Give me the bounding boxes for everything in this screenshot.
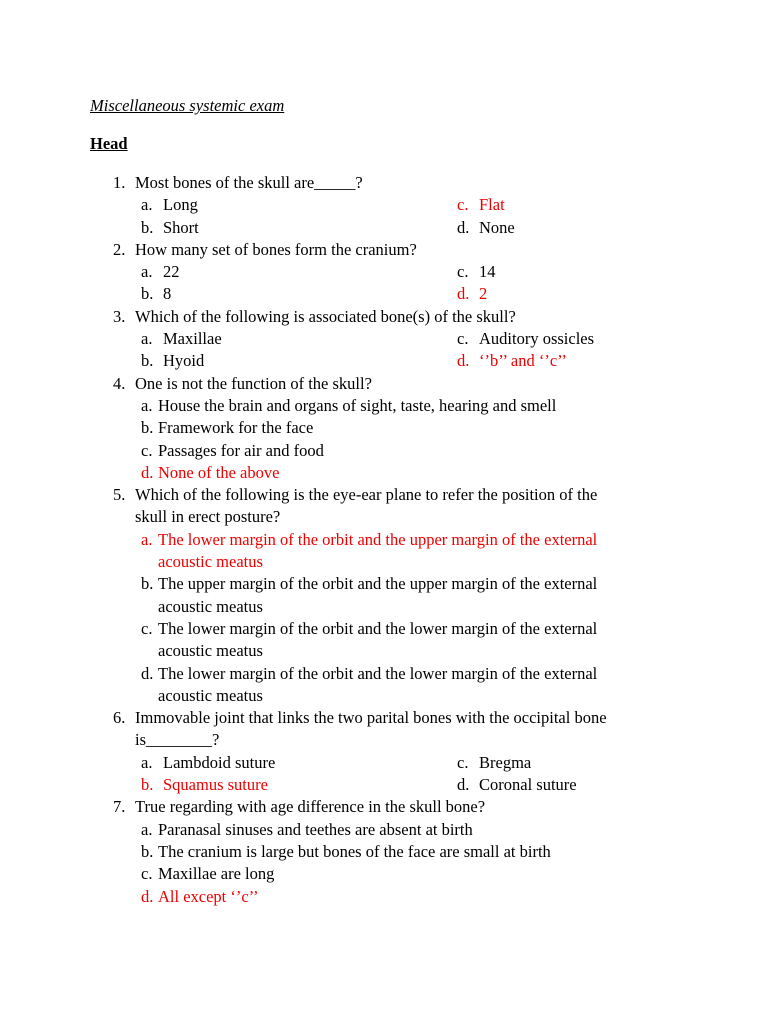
option-text: None (479, 217, 515, 237)
option-letter: d. (141, 886, 154, 906)
option-text: The lower margin of the orbit and the lower margin of the external (158, 663, 598, 683)
option-letter: d. (457, 775, 470, 795)
option-letter: c. (457, 195, 469, 215)
question-text: skull in erect posture? (135, 507, 281, 527)
question-item (0, 239, 768, 306)
answer-option (0, 618, 768, 663)
answer-option-correct (0, 529, 768, 574)
option-text: ‘’b’’ and ‘’c’’ (479, 351, 567, 371)
option-letter: b. (141, 284, 154, 304)
option-text: House the brain and organs of sight, taste, hearing and smell (158, 395, 557, 415)
option-grid (0, 194, 768, 239)
option-text: acoustic meatus (158, 685, 263, 705)
question-list (0, 172, 768, 908)
option-grid (0, 261, 768, 306)
option-letter: c. (457, 329, 469, 349)
option-text: Lambdoid suture (163, 752, 276, 772)
option-text: Paranasal sinuses and teethes are absent at birth (158, 819, 473, 839)
question-line (0, 373, 768, 395)
answer-option-correct (0, 886, 768, 908)
option-text: Coronal suture (479, 775, 577, 795)
option-line (0, 551, 768, 573)
question-line (0, 239, 768, 261)
option-text: 14 (479, 262, 496, 282)
question-number: 2. (113, 239, 126, 259)
question-number: 4. (113, 373, 126, 393)
option-letter: c. (141, 618, 153, 638)
option-letter: a. (141, 329, 153, 349)
answer-option (0, 663, 768, 708)
option-text: acoustic meatus (158, 596, 263, 616)
option-letter: a. (141, 819, 153, 839)
answer-option (0, 819, 768, 841)
option-letter: a. (141, 262, 153, 282)
option-grid (0, 328, 768, 373)
option-line (0, 819, 768, 841)
option-line (0, 462, 768, 484)
question-text: Most bones of the skull are_____? (135, 173, 363, 192)
option-letter: a. (141, 529, 153, 549)
option-text: 8 (163, 284, 172, 304)
option-row (0, 194, 768, 216)
answer-option (0, 841, 768, 863)
question-line (0, 707, 768, 729)
question-item (0, 707, 768, 796)
option-letter: b. (141, 775, 154, 795)
question-text: True regarding with age difference in the skull bone? (135, 797, 486, 817)
option-row (0, 283, 768, 305)
question-item (0, 796, 768, 907)
option-text: Framework for the face (158, 418, 314, 438)
option-letter: a. (141, 195, 153, 215)
option-text: acoustic meatus (158, 641, 263, 661)
option-text: 2 (479, 284, 488, 304)
option-letter: b. (141, 351, 154, 371)
answer-option (0, 863, 768, 885)
answer-option-correct (0, 462, 768, 484)
question-line (0, 484, 768, 506)
section-heading: Head (90, 134, 128, 153)
answer-option (0, 573, 768, 618)
question-line (0, 796, 768, 818)
question-number: 3. (113, 306, 126, 326)
question-item (0, 172, 768, 239)
option-letter: a. (141, 395, 153, 415)
option-letter: b. (141, 574, 154, 594)
option-line (0, 573, 768, 595)
option-text: The cranium is large but bones of the face are small at birth (158, 841, 551, 861)
option-text: acoustic meatus (158, 552, 263, 572)
option-letter: d. (457, 284, 470, 304)
option-letter: d. (457, 351, 470, 371)
option-letter: d. (141, 462, 154, 482)
question-number: 1. (113, 173, 126, 192)
question-text: Which of the following is associated bone(s) of the skull? (135, 306, 516, 326)
option-text: None of the above (158, 462, 280, 482)
option-grid (0, 752, 768, 797)
option-letter: c. (457, 752, 469, 772)
question-number: 5. (113, 485, 126, 505)
option-row (0, 752, 768, 774)
option-line (0, 663, 768, 685)
option-line (0, 685, 768, 707)
option-text: Flat (479, 195, 505, 215)
question-number: 6. (113, 708, 126, 728)
option-text: Bregma (479, 752, 532, 772)
option-text: Maxillae (163, 329, 222, 349)
option-letter: b. (141, 418, 154, 438)
option-text: Auditory ossicles (479, 329, 595, 349)
document-title: Miscellaneous systemic exam (90, 96, 285, 115)
option-line (0, 886, 768, 908)
option-line (0, 395, 768, 417)
option-text: 22 (163, 262, 180, 282)
option-letter: c. (141, 440, 153, 460)
option-text: The upper margin of the orbit and the upper margin of the external (158, 574, 598, 594)
option-line (0, 440, 768, 462)
option-text: All except ‘’c’’ (158, 886, 259, 906)
option-letter: b. (141, 841, 154, 861)
option-text: Maxillae are long (158, 864, 275, 884)
option-letter: b. (141, 217, 154, 237)
question-line (0, 172, 768, 194)
option-letter: d. (457, 217, 470, 237)
option-line (0, 863, 768, 885)
option-letter: c. (141, 864, 153, 884)
question-text: is________? (135, 730, 220, 750)
option-text: Hyoid (163, 351, 205, 371)
answer-option (0, 395, 768, 417)
option-letter: c. (457, 262, 469, 282)
option-text: The lower margin of the orbit and the upper margin of the external (158, 529, 598, 549)
option-line (0, 841, 768, 863)
question-number: 7. (113, 797, 126, 817)
option-text: Passages for air and food (158, 440, 324, 460)
question-text: Immovable joint that links the two parital bones with the occipital bone (135, 708, 607, 728)
option-row (0, 350, 768, 372)
option-text: Squamus suture (163, 775, 268, 795)
question-item (0, 484, 768, 707)
option-line (0, 596, 768, 618)
question-text: How many set of bones form the cranium? (135, 239, 417, 259)
option-line (0, 417, 768, 439)
answer-option (0, 440, 768, 462)
question-item (0, 373, 768, 484)
question-line (0, 506, 768, 528)
question-item (0, 306, 768, 373)
answer-option (0, 417, 768, 439)
option-text: Short (163, 217, 199, 237)
option-line (0, 640, 768, 662)
option-line (0, 618, 768, 640)
option-row (0, 261, 768, 283)
option-letter: d. (141, 663, 154, 683)
option-letter: a. (141, 752, 153, 772)
option-line (0, 529, 768, 551)
option-row (0, 217, 768, 239)
question-line (0, 729, 768, 751)
option-row (0, 328, 768, 350)
question-text: Which of the following is the eye-ear plane to refer the position of the (135, 485, 598, 505)
question-line (0, 306, 768, 328)
question-text: One is not the function of the skull? (135, 373, 372, 393)
option-text: Long (163, 195, 198, 215)
option-row (0, 774, 768, 796)
option-text: The lower margin of the orbit and the lower margin of the external (158, 618, 598, 638)
